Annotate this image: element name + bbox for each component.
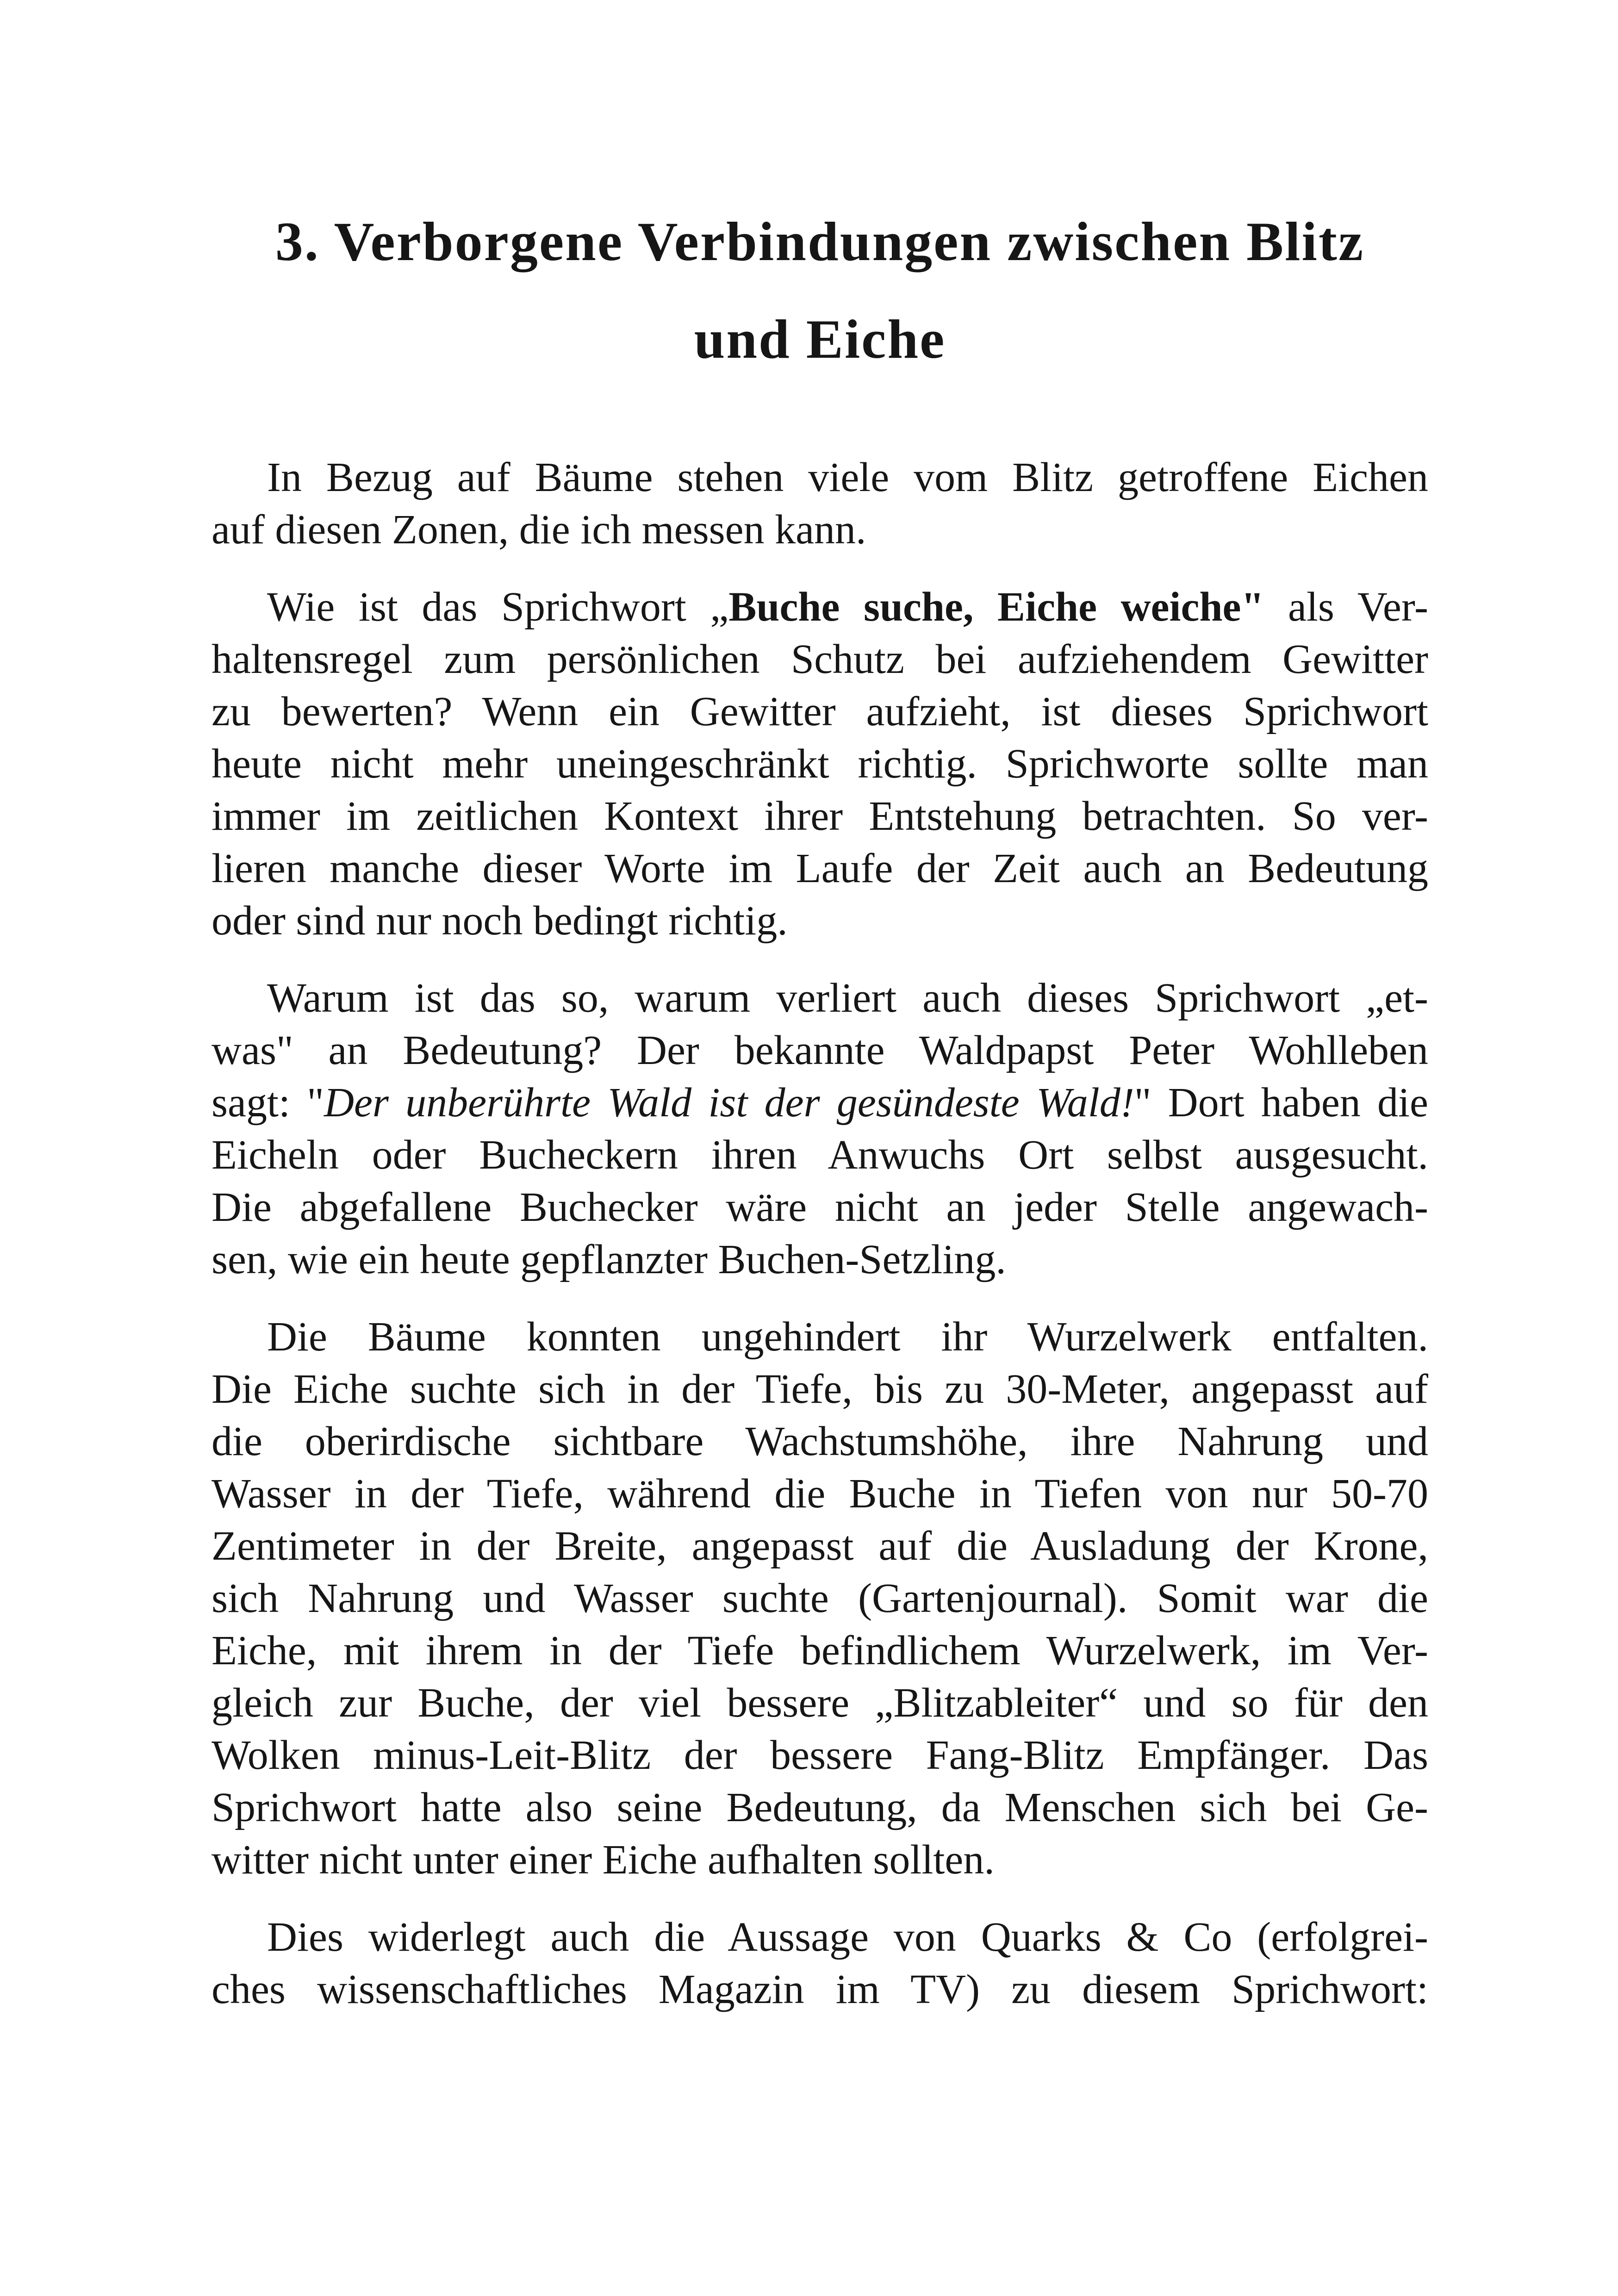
text-line: ches wissenschaftliches Magazin im TV) zu diesem Sprichwort: [212, 1966, 1428, 2012]
text-line: Warum ist das so, warum verliert auch dieses Sprichwort „et- [267, 975, 1428, 1021]
text-line: Sprichwort hatte also seine Bedeutung, da Menschen sich bei Ge- [212, 1785, 1428, 1830]
paragraph [212, 451, 1428, 556]
text-line: lieren manche dieser Worte im Laufe der Zeit auch an Bedeutung [212, 846, 1428, 891]
text-segment: als Ver- [1264, 584, 1428, 630]
text-line: sich Nahrung und Wasser suchte (Gartenjournal). Somit war die [212, 1575, 1428, 1621]
text-line: Die Bäume konnten ungehindert ihr Wurzelwerk entfalten. [267, 1314, 1428, 1360]
text-line: zu bewerten? Wenn ein Gewitter aufzieht, ist dieses Sprichwort [212, 689, 1428, 734]
text-line: Dies widerlegt auch die Aussage von Quarks & Co (erfolgrei- [267, 1914, 1428, 1960]
text-line: oder sind nur noch bedingt richtig. [212, 898, 788, 944]
paragraph [212, 972, 1428, 1286]
text-line: die oberirdische sichtbare Wachstumshöhe, ihre Nahrung und [212, 1419, 1428, 1464]
text-line [212, 1076, 1428, 1129]
body-text [212, 451, 1428, 2041]
chapter-title [212, 193, 1428, 388]
chapter-title-line: und Eiche [694, 308, 946, 370]
text-line: immer im zeitlichen Kontext ihrer Entstehung betrachten. So ver- [212, 793, 1428, 839]
bold-proverb: Buche suche, Eiche weiche" [728, 584, 1264, 630]
text-line: Die Eiche suchte sich in der Tiefe, bis zu 30-Meter, angepasst auf [212, 1366, 1428, 1412]
paragraph [212, 1311, 1428, 1886]
text-line: Eicheln oder Bucheckern ihren Anwuchs Ort selbst ausgesucht. [212, 1132, 1428, 1178]
text-line [212, 581, 1428, 633]
italic-quote: Der unberührte Wald ist der gesündeste Wald! [324, 1080, 1134, 1126]
text-line: heute nicht mehr uneingeschränkt richtig. Sprichworte sollte man [212, 741, 1428, 787]
text-line: Die abgefallene Buchecker wäre nicht an jeder Stelle angewach- [212, 1184, 1428, 1230]
text-line: sen, wie ein heute gepflanzter Buchen-Setzling. [212, 1237, 1006, 1282]
text-line: In Bezug auf Bäume stehen viele vom Blitz getroffene Eichen [267, 454, 1428, 500]
text-line: gleich zur Buche, der viel bessere „Blitzableiter“ und so für den [212, 1680, 1428, 1726]
text-line: Eiche, mit ihrem in der Tiefe befindlichem Wurzelwerk, im Ver- [212, 1628, 1428, 1674]
text-line: Zentimeter in der Breite, angepasst auf die Ausladung der Krone, [212, 1523, 1428, 1569]
text-line: witter nicht unter einer Eiche aufhalten sollten. [212, 1837, 995, 1883]
text-segment: Wie ist das Sprichwort „ [267, 584, 729, 630]
text-line: was" an Bedeutung? Der bekannte Waldpapst Peter Wohlleben [212, 1027, 1428, 1073]
text-segment: sagt: " [212, 1080, 324, 1126]
text-line: Wasser in der Tiefe, während die Buche in Tiefen von nur 50-70 [212, 1471, 1428, 1517]
chapter-title-line: 3. Verborgene Verbindungen zwischen Blitz [275, 211, 1365, 272]
text-line: haltensregel zum persönlichen Schutz bei aufziehendem Gewitter [212, 636, 1428, 682]
paragraph [212, 581, 1428, 947]
text-segment: " Dort haben die [1134, 1080, 1428, 1126]
text-line: auf diesen Zonen, die ich messen kann. [212, 507, 866, 553]
text-line: Wolken minus-Leit-Blitz der bessere Fang-Blitz Empfänger. Das [212, 1732, 1428, 1778]
paragraph [212, 1911, 1428, 2016]
